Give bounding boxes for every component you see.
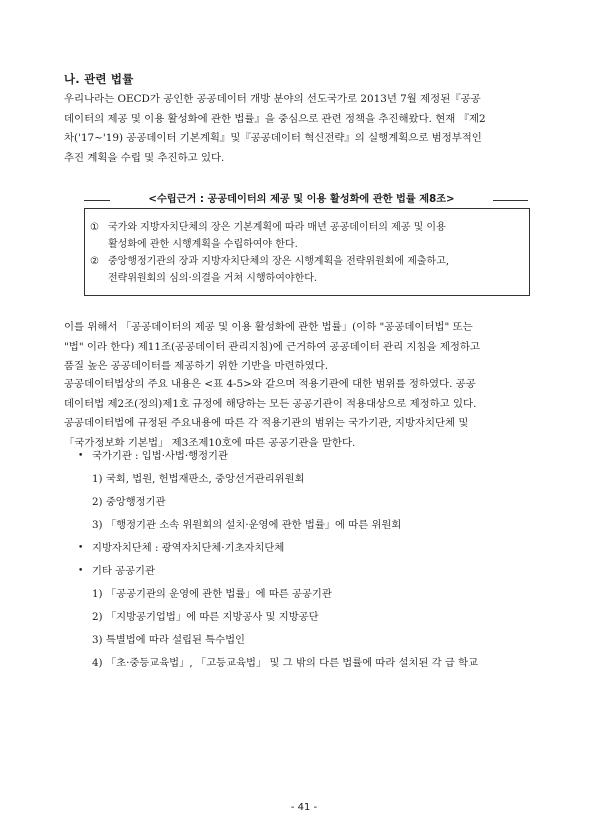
section-heading: 나. 관련 법률 — [64, 72, 134, 86]
paragraph-line: 차('17~'19) 공공데이터 기본계획』및『공공데이터 혁신전략』의 실행계획으로 범정부적인 — [64, 132, 482, 145]
scope-paragraph — [64, 375, 547, 453]
list-item-bullet — [78, 445, 548, 468]
paragraph-line: "법" 이라 한다) 제11조(공공데이터 관리지침)에 근거하여 공공데이터 관리 지침을 제정하고 — [64, 340, 480, 353]
page-number: - 41 - — [290, 802, 318, 813]
box-item-line: 활성화에 관한 시행계획을 수립하여야 한다. — [108, 239, 298, 250]
item-marker: ② — [90, 256, 99, 267]
box-item — [90, 253, 524, 287]
paragraph-line: 품질 높은 공공데이터를 제공하기 위한 기반을 마련하였다. — [64, 360, 329, 373]
list-item-sub — [78, 583, 548, 606]
bullet-icon: • — [78, 543, 84, 553]
item-marker: ① — [90, 222, 99, 233]
list-item-sub — [78, 468, 548, 491]
list-item-text: 2) 「지방공기업법」에 따른 지방공사 및 지방공단 — [92, 611, 319, 623]
box-item-line: 국가와 지방자치단체의 장은 기본계획에 따라 매년 공공데이터의 제공 및 이용 — [108, 222, 446, 233]
legal-basis-box-title: <수립근거 : 공공데이터의 제공 및 이용 활성화에 관한 법률 제8조> — [148, 194, 455, 205]
box-item — [90, 219, 524, 253]
paragraph-line: 이를 위해서 「공공데이터의 제공 및 이용 활성화에 관한 법률」(이하 "공공데이터법" 또는 — [64, 321, 473, 333]
list-item-sub — [78, 606, 548, 629]
paragraph-line: 추진 계획을 수립 및 추진하고 있다. — [64, 151, 225, 164]
list-item-text: 국가기관 : 입법·사법·행정기관 — [92, 450, 228, 462]
list-item-text: 4) 「초·중등교육법」, 「고등교육법」 및 그 밖의 다른 법률에 따라 설치된 각 급 학교 — [92, 657, 479, 669]
box-item-line: 전략위원회의 심의·의결을 거쳐 시행하여야한다. — [108, 273, 318, 284]
list-item-bullet — [78, 537, 548, 560]
paragraph-line: 데이터법 제2조(정의)제1호 규정에 해당하는 모든 공공기관이 적용대상으로 제정하고 있다. — [64, 397, 477, 410]
paragraph-line: 데이터의 제공 및 이용 활성화에 관한 법률』을 중심으로 관련 정책을 추진해왔다. 현재 『제2 — [64, 112, 486, 125]
bullet-icon: • — [78, 451, 84, 461]
agency-scope-list — [78, 445, 548, 675]
list-item-text: 3) 「행정기관 소속 위원회의 설치·운영에 관한 법률」에 따른 위원회 — [92, 519, 402, 531]
intro-paragraph — [64, 90, 547, 168]
list-item-text: 3) 특별법에 따라 설립된 특수법인 — [92, 634, 245, 646]
list-item-text: 1) 국회, 법원, 헌법재판소, 중앙선거관리위원회 — [92, 473, 305, 485]
list-item-sub — [78, 652, 548, 675]
list-item-sub — [78, 629, 548, 652]
list-item-sub — [78, 491, 548, 514]
list-item-bullet — [78, 560, 548, 583]
paragraph-line: 공공데이터법상의 주요 내용은 <표 4-5>와 같으며 적용기관에 대한 범위를 정하였다. 공공 — [64, 378, 476, 390]
legal-basis-box-body — [90, 219, 524, 287]
paragraph-line: 공공데이터법에 규정된 주요내용에 따른 각 적용기관의 범위는 국가기관, 지방자치단체 및 — [64, 417, 469, 430]
paragraph-line: 우리나라는 OECD가 공인한 공공데이터 개방 분야의 선도국가로 2013년 7월 제정된『공공 — [64, 93, 481, 105]
guideline-paragraph — [64, 318, 547, 377]
box-item-line: 중앙행정기관의 장과 지방자치단체의 장은 시행계획을 전략위원회에 제출하고, — [108, 256, 450, 267]
list-item-text: 지방자치단체 : 광역자치단체·기초자치단체 — [92, 542, 285, 554]
list-item-sub — [78, 514, 548, 537]
list-item-text: 1) 「공공기관의 운영에 관한 법률」에 따른 공공기관 — [92, 588, 332, 600]
list-item-text: 2) 중앙행정기관 — [92, 496, 166, 508]
box-title-rule-left — [84, 200, 110, 201]
bullet-icon: • — [78, 566, 84, 576]
box-title-rule-right — [493, 200, 528, 201]
list-item-text: 기타 공공기관 — [92, 565, 155, 577]
paragraph-line: 「국가정보화 기본법」 제3조제10호에 따른 공공기관을 말한다. — [64, 436, 356, 449]
